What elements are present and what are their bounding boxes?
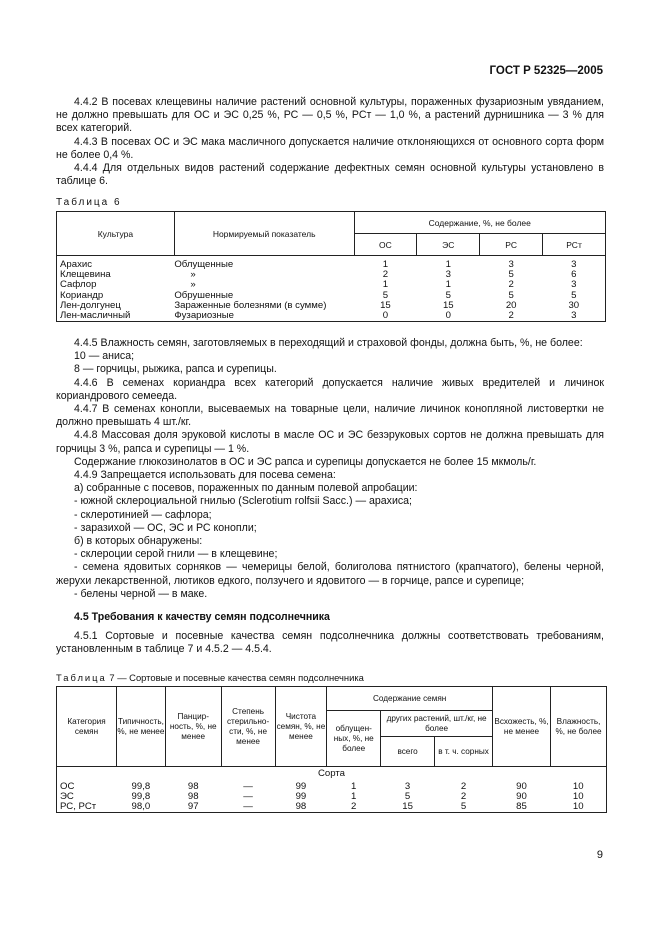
table-cell: Лен-масличный bbox=[57, 311, 175, 322]
table-cell: 3 bbox=[445, 269, 451, 281]
table-6-header-indicator: Нормируемый показатель bbox=[174, 212, 354, 256]
paragraph-text: - южной склероциальной гнилью (Sclerotium rolfsii Sacc.) — арахиса; bbox=[74, 495, 412, 508]
table-cell: 2 bbox=[508, 279, 514, 291]
table-cell: 1 bbox=[382, 279, 389, 291]
table-7-subheader: Сорта bbox=[57, 767, 607, 783]
table-row bbox=[57, 256, 606, 271]
table-cell: 1 bbox=[382, 259, 389, 270]
paragraph-text: б) в которых обнаружены: bbox=[74, 535, 203, 548]
table-cell: 0 bbox=[354, 311, 417, 322]
table-cell: 3 bbox=[404, 781, 411, 792]
table-cell: 2 bbox=[460, 791, 467, 802]
table-cell: 1 bbox=[351, 781, 357, 792]
table-cell: 30 bbox=[543, 301, 606, 311]
table-cell: 10 bbox=[551, 802, 607, 813]
paragraph-text: Содержание глюкозинолатов в ОС и ЭС рапса и сурепицы допускается не более 15 мкмоль/г. bbox=[74, 455, 537, 468]
table-cell: Арахис bbox=[57, 256, 175, 271]
table-cell: 2 bbox=[480, 311, 543, 322]
table-7-header-category: Категория семян bbox=[57, 687, 117, 767]
table-7-header-incl: в т. ч. сорных bbox=[435, 737, 493, 767]
table-cell: 5 bbox=[445, 289, 451, 301]
paragraph-4-5-1: 4.5.1 Сортовые и посевные качества семян подсолнечника должны соответствовать требованиям, установленным в таблице 7 и 4.5.2 — 4.5.4. bbox=[56, 630, 604, 656]
table-cell: Обрушенные bbox=[174, 289, 234, 301]
table-6-header-col: ОС bbox=[354, 234, 417, 256]
table-cell: » bbox=[190, 269, 196, 281]
paragraph-4-4-5: 4.4.5 Влажность семян, заготовляемых в переходящий и страховой фонды, должна быть, %, не более: bbox=[74, 337, 583, 349]
table-cell: 15 bbox=[381, 802, 435, 813]
table-cell: 2 bbox=[382, 269, 389, 281]
paragraph-text: - семена ядовитых сорняков — чемерицы белой, болиголова пятнистого (крапчатого), белены черной, жерухи лекарственной, лютиков едкого, ползучего и ядовитого — в горчице, рапсе и сурепице; bbox=[56, 561, 604, 587]
paragraph-text: а) собранные с посевов, пораженных по данным полевой апробации: bbox=[74, 482, 418, 495]
page-number: 9 bbox=[596, 849, 603, 861]
table-6-header-col: РС bbox=[480, 234, 543, 256]
table-cell: 0 bbox=[417, 311, 480, 322]
table-cell: 99 bbox=[295, 791, 307, 802]
paragraph-4-4-9: 4.4.9 Запрещается использовать для посева семена: bbox=[74, 469, 336, 482]
table-6-caption: Таблица 6 bbox=[56, 197, 122, 208]
section-heading-4-5: 4.5 Требования к качеству семян подсолнечника bbox=[74, 611, 330, 624]
paragraph-text: 8 — горчицы, рыжика, рапса и сурепицы. bbox=[74, 363, 277, 376]
document-code: ГОСТ Р 52325—2005 bbox=[489, 65, 603, 77]
table-cell: — bbox=[221, 802, 275, 813]
table-7-subheader-row bbox=[57, 767, 607, 783]
table-row bbox=[57, 301, 606, 311]
paragraph-4-4-6: 4.4.6 В семенах кориандра всех категорий допускается наличие живых вредителей и личинок кориандрового семееда. bbox=[56, 376, 604, 402]
table-cell: 97 bbox=[165, 802, 221, 813]
table-cell: 3 bbox=[543, 311, 606, 322]
paragraph-4-4-4: 4.4.4 Для отдельных видов растений содержание дефектных семян основной культуры установлено в таблице 6. bbox=[56, 162, 604, 188]
table-cell: 1 bbox=[351, 791, 357, 802]
table-row bbox=[57, 802, 607, 813]
table-cell: » bbox=[190, 279, 196, 291]
table-cell: Фузариозные bbox=[174, 311, 354, 322]
table-7-header-other: других растений, шт./кг, не более bbox=[381, 711, 493, 737]
table-cell: — bbox=[243, 781, 253, 792]
table-cell: 5 bbox=[508, 289, 514, 301]
table-cell: 5 bbox=[382, 289, 389, 301]
table-row bbox=[57, 291, 606, 301]
table-cell: 98,0 bbox=[117, 802, 166, 813]
table-cell: 15 bbox=[380, 299, 391, 311]
table-cell: Лен-долгунец bbox=[57, 301, 175, 311]
table-row bbox=[57, 311, 606, 322]
table-cell: 85 bbox=[493, 802, 551, 813]
table-7-header-total: всего bbox=[381, 737, 435, 767]
table-row bbox=[57, 280, 606, 290]
table-7 bbox=[56, 686, 607, 813]
paragraph-4-4-3: 4.4.3 В посевах ОС и ЭС мака масличного допускается наличие отклоняющихся от основного сорта форм не более 0,4 %. bbox=[56, 135, 604, 161]
table-7-header-sterility: Степень стерильно-сти, %, не менее bbox=[221, 687, 275, 767]
paragraph-text: - заразихой — ОС, ЭС и РС конопли; bbox=[74, 521, 257, 534]
table-6-header-col: ЭС bbox=[417, 234, 480, 256]
table-row bbox=[57, 270, 606, 280]
table-cell: 15 bbox=[442, 299, 454, 311]
table-cell: 6 bbox=[543, 270, 606, 280]
table-cell: 98 bbox=[187, 781, 199, 792]
paragraph-text: - белены черной — в маке. bbox=[74, 587, 208, 600]
table-cell: 2 bbox=[460, 781, 467, 792]
paragraph-4-4-7: 4.4.7 В семенах конопли, высеваемых на товарные цели, наличие личинок конопляной листовертки не должно превышать 4 шт./кг. bbox=[56, 403, 604, 429]
table-cell: 20 bbox=[505, 299, 517, 311]
table-6-header-culture: Культура bbox=[57, 212, 175, 256]
section-4-4-text bbox=[56, 96, 604, 188]
table-cell: ЭС bbox=[57, 792, 117, 802]
table-cell: 10 bbox=[551, 792, 607, 802]
paragraph-4-4-2: 4.4.2 В посевах клещевины наличие растений основной культуры, пораженных фузариозным увяданием, не должно превышать для ОС и ЭС 0,25 %, РС — 0,5 %, РСт — 1,0 %, а растений дурнишника — 3 % для всех категорий. bbox=[56, 96, 604, 135]
table-6 bbox=[56, 211, 606, 322]
table-7-header-purity: Чистота семян, %, не менее bbox=[275, 687, 327, 767]
paragraph-text: 10 — аниса; bbox=[74, 350, 135, 363]
table-7-header-moisture: Влажность, %, не более bbox=[551, 687, 607, 767]
paragraph-text: - склероции серой гнили — в клещевине; bbox=[74, 548, 278, 561]
table-cell: 3 bbox=[508, 259, 514, 270]
table-6-header-content: Содержание, %, не более bbox=[354, 212, 606, 234]
table-cell: 3 bbox=[543, 256, 606, 271]
table-7-header-germination: Всхожесть, %, не менее bbox=[493, 687, 551, 767]
table-cell: 98 bbox=[187, 791, 199, 802]
table-cell: 99 bbox=[295, 781, 307, 792]
table-cell: 99,8 bbox=[131, 791, 151, 802]
table-7-caption: Таблица 7 — Сортовые и посевные качества семян подсолнечника bbox=[56, 672, 364, 683]
table-cell: 90 bbox=[516, 791, 527, 802]
table-cell: 5 bbox=[404, 791, 411, 802]
table-cell: 98 bbox=[275, 802, 327, 813]
table-cell: 2 bbox=[327, 802, 381, 813]
table-cell: 5 bbox=[543, 291, 606, 301]
table-cell: Сафлор bbox=[57, 280, 175, 290]
table-7-header-typicality: Типичность, %, не менее bbox=[117, 687, 166, 767]
table-cell: 5 bbox=[508, 269, 514, 281]
table-7-header-content: Содержание семян bbox=[327, 687, 493, 711]
table-6-header-col: РСт bbox=[543, 234, 606, 256]
table-cell: — bbox=[243, 791, 253, 802]
paragraph-4-4-8: 4.4.8 Массовая доля эруковой кислоты в масле ОС и ЭС безэруковых сортов не должна превышать для горчицы 3 %, рапса и сурепицы — 1 %. bbox=[56, 429, 604, 455]
table-cell: Кориандр bbox=[57, 291, 175, 301]
table-cell: 3 bbox=[543, 280, 606, 290]
table-cell: Облущенные bbox=[174, 259, 234, 270]
table-cell: 1 bbox=[445, 259, 451, 270]
table-7-header-hulled: облущен-ных, %, не более bbox=[327, 711, 381, 767]
table-cell: РС, РСт bbox=[57, 802, 117, 813]
table-cell: 5 bbox=[435, 802, 493, 813]
table-cell: Зараженные болезнями (в сумме) bbox=[174, 299, 327, 311]
table-cell: 99,8 bbox=[131, 781, 151, 792]
table-cell: 10 bbox=[551, 782, 607, 792]
table-cell: 90 bbox=[516, 781, 527, 792]
table-7-header-armor: Панцир-ность, %, не менее bbox=[165, 687, 221, 767]
table-cell: Клещевина bbox=[57, 270, 175, 280]
paragraph-text: - склеротинией — сафлора; bbox=[74, 508, 212, 521]
table-cell: 1 bbox=[445, 279, 451, 291]
section-4-4-5-text bbox=[56, 337, 604, 657]
table-cell: ОС bbox=[57, 782, 117, 792]
